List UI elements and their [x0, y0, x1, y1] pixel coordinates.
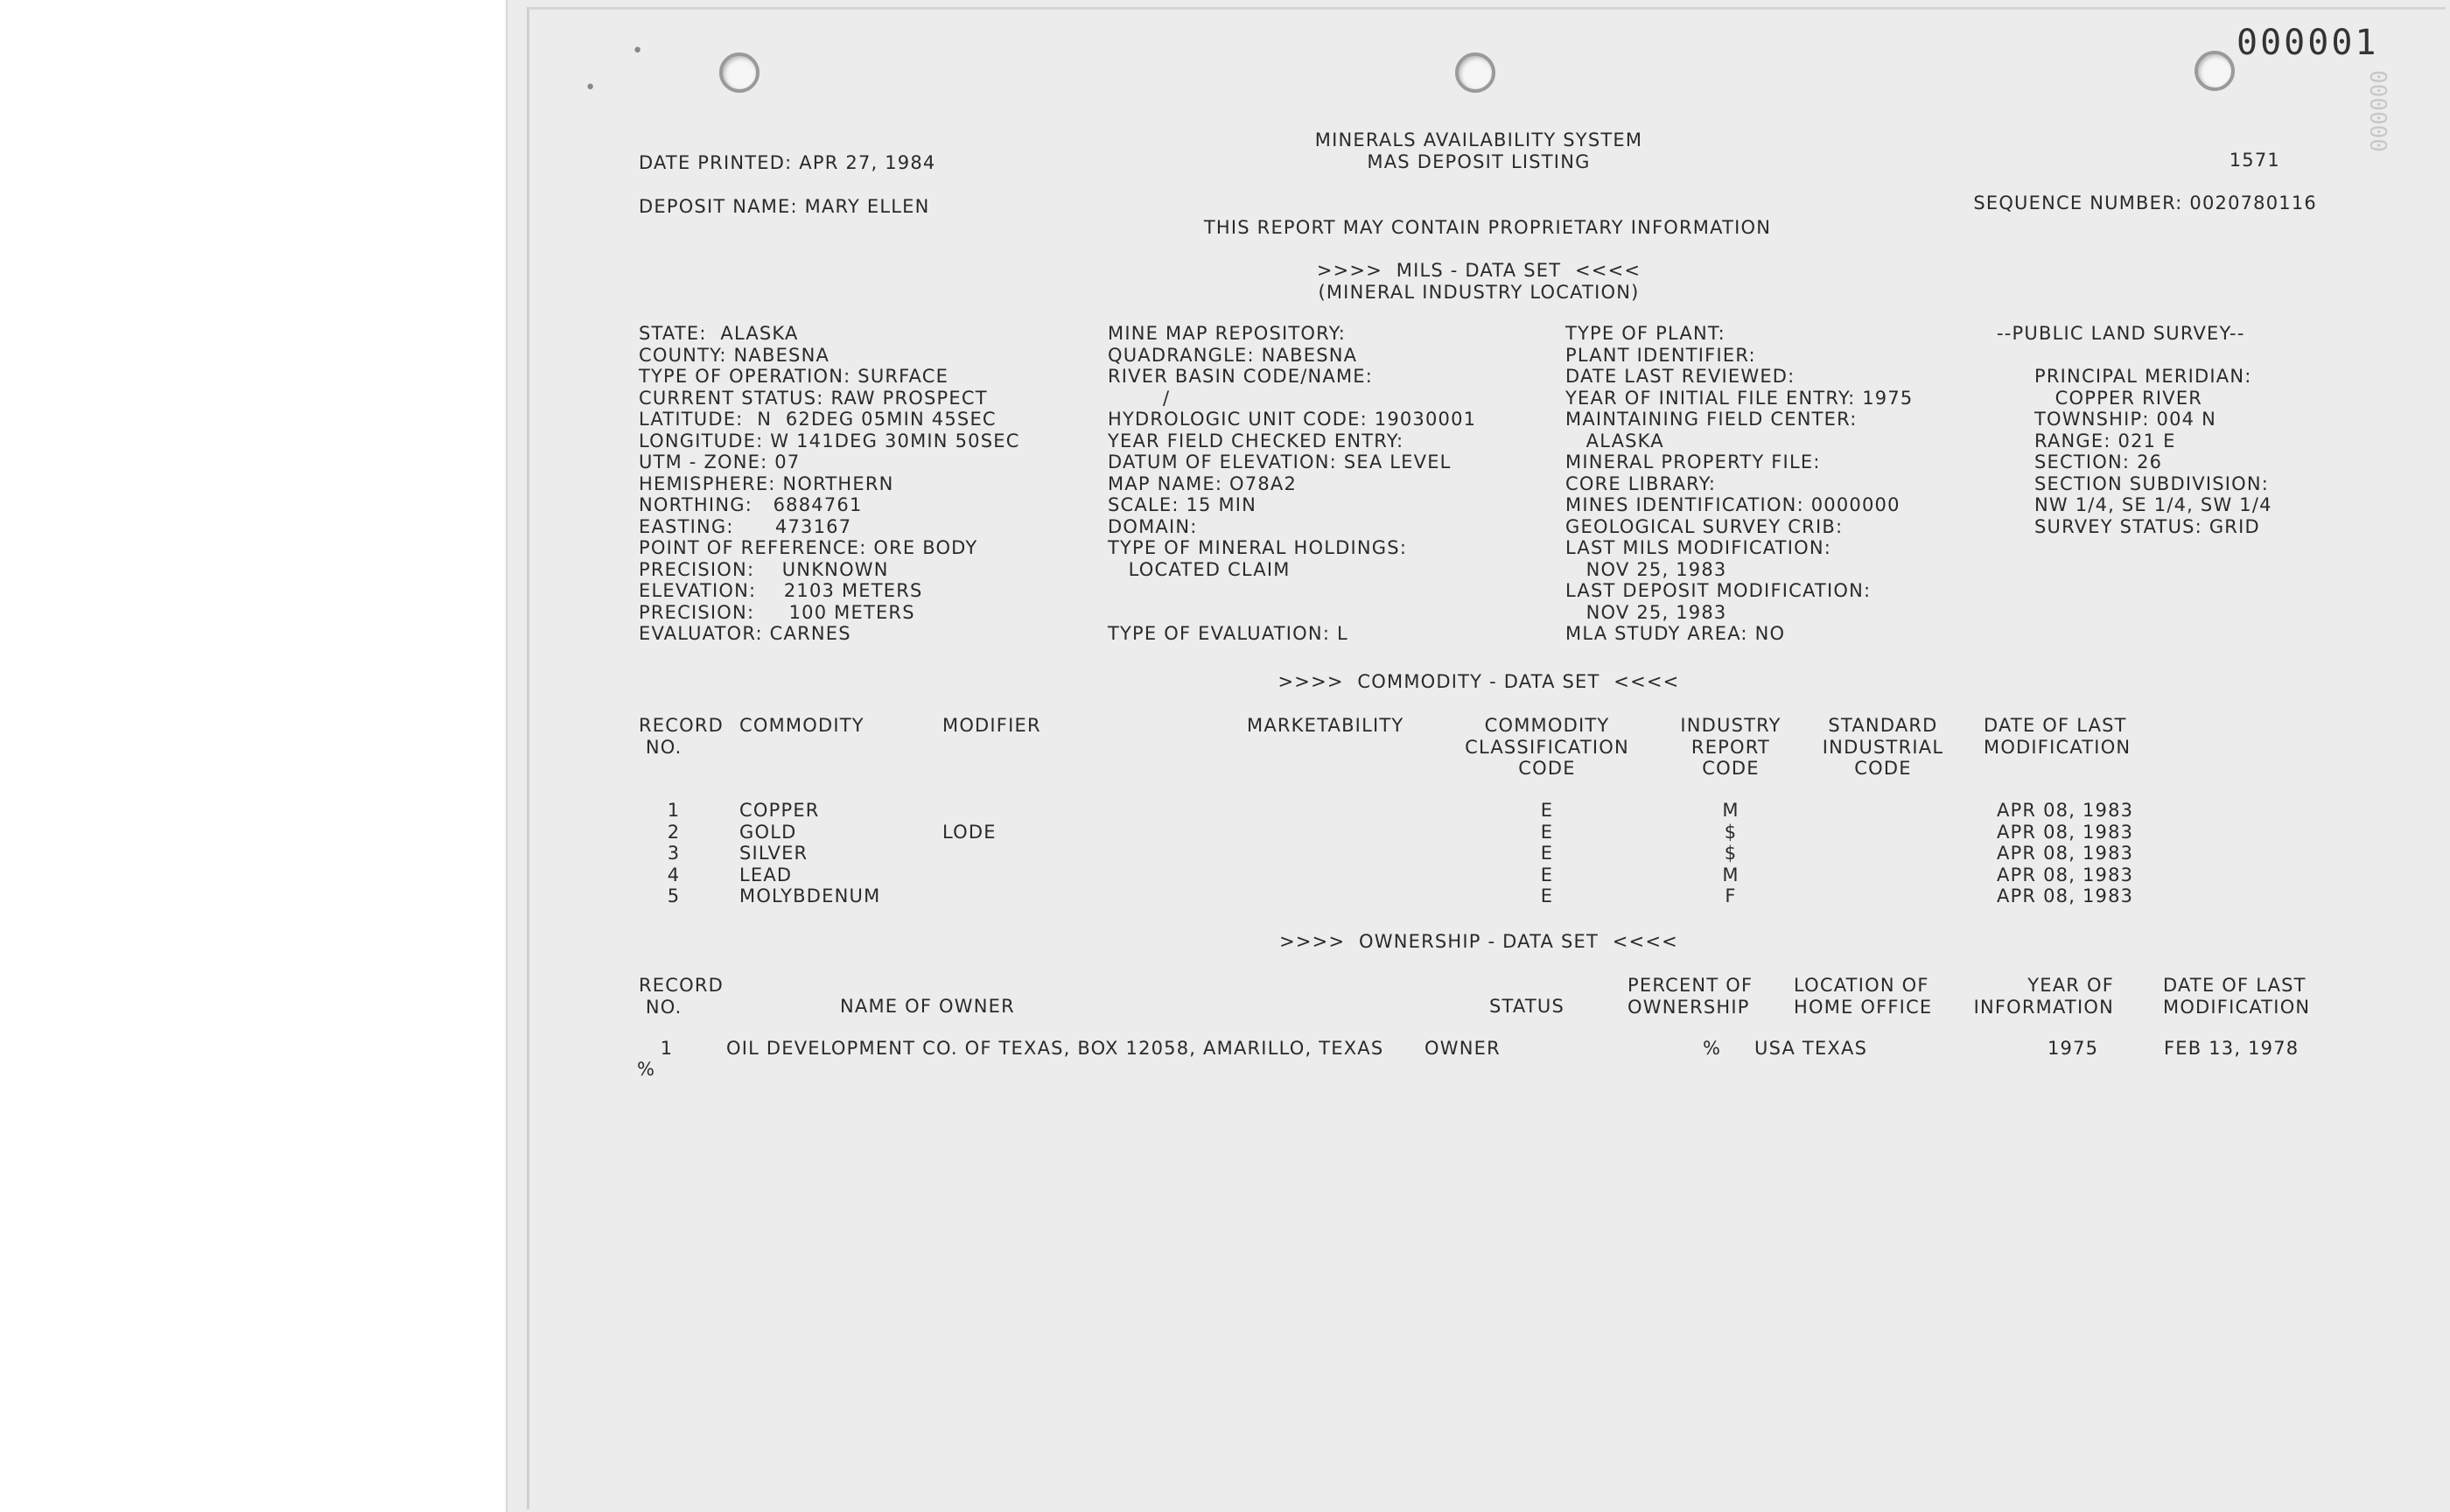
commodity-industry-code: F: [1725, 886, 1737, 906]
file-field-line: GEOLOGICAL SURVEY CRIB:: [1565, 515, 1844, 537]
land-survey-field-line: SECTION: 26: [2034, 452, 2163, 472]
commodity-record-no: 5: [667, 886, 681, 906]
map-field-line: /: [1108, 387, 1171, 409]
location-field-line: UTM - ZONE: 07: [639, 452, 801, 472]
commodity-record-no: 3: [667, 843, 681, 864]
location-field-line: POINT OF REFERENCE: ORE BODY: [639, 537, 978, 558]
land-survey-field-line: SURVEY STATUS: GRID: [2034, 515, 2260, 537]
location-field-line: CURRENT STATUS: RAW PROSPECT: [639, 387, 988, 409]
file-field-line: MINES IDENTIFICATION: 0000000: [1565, 494, 1900, 515]
commodity-record-no: 4: [667, 864, 681, 886]
file-field-line: NOV 25, 1983: [1565, 601, 1727, 623]
commodity-record-no: 2: [667, 821, 681, 843]
commodity-header-sic: STANDARD INDUSTRIAL CODE: [1822, 715, 1944, 779]
ownership-header-percent: PERCENT OF OWNERSHIP: [1628, 975, 1754, 1018]
location-field-line: COUNTY: NABESNA: [639, 344, 830, 366]
map-field-line: SCALE: 15 MIN: [1108, 494, 1257, 515]
map-field-line: DATUM OF ELEVATION: SEA LEVEL: [1108, 452, 1452, 472]
commodity-industry-code: $: [1724, 821, 1738, 843]
commodity-date: APR 08, 1983: [1997, 886, 2134, 906]
ownership-header-date: DATE OF LAST MODIFICATION: [2163, 975, 2311, 1018]
faint-bleedthrough-number: 000000: [2364, 70, 2390, 152]
mils-heading: >>>> MILS - DATA SET <<<<: [1316, 260, 1642, 281]
map-field-line: YEAR FIELD CHECKED ENTRY:: [1108, 430, 1404, 452]
commodity-name: SILVER: [739, 843, 808, 864]
land-survey-field-line: TOWNSHIP: 004 N: [2034, 409, 2217, 430]
location-field-line: LATITUDE: N 62DEG 05MIN 45SEC: [639, 409, 997, 430]
map-field-line: DOMAIN:: [1108, 515, 1198, 537]
file-field-line: TYPE OF PLANT:: [1565, 323, 1726, 344]
file-field-line: NOV 25, 1983: [1565, 558, 1727, 580]
map-field-line: QUADRANGLE: NABESNA: [1108, 344, 1358, 366]
owner-year: 1975: [2048, 1038, 2099, 1059]
commodity-class-code: E: [1540, 821, 1554, 843]
file-field-line: MLA STUDY AREA: NO: [1565, 623, 1786, 644]
map-field-line: MAP NAME: O78A2: [1108, 472, 1298, 494]
commodity-name: COPPER: [739, 800, 820, 821]
location-field-line: HEMISPHERE: NORTHERN: [639, 472, 894, 494]
location-field-line: STATE: ALASKA: [639, 323, 799, 344]
location-field-line: ELEVATION: 2103 METERS: [639, 580, 923, 601]
file-field-line: CORE LIBRARY:: [1565, 472, 1717, 494]
commodity-industry-code: M: [1722, 864, 1740, 886]
owner-date: FEB 13, 1978: [2164, 1038, 2300, 1059]
commodity-date: APR 08, 1983: [1997, 843, 2134, 864]
commodity-modifier: LODE: [942, 821, 997, 843]
location-field-line: PRECISION: UNKNOWN: [639, 558, 889, 580]
ownership-header-year: YEAR OF INFORMATION: [1973, 975, 2114, 1018]
land-survey-field-line: NW 1/4, SE 1/4, SW 1/4: [2034, 494, 2272, 515]
location-field-line: NORTHING: 6884761: [639, 494, 863, 515]
land-survey-field-line: RANGE: 021 E: [2034, 430, 2176, 452]
owner-record-no: 1: [660, 1038, 674, 1059]
ownership-heading: >>>> OWNERSHIP - DATA SET <<<<: [1279, 931, 1678, 952]
commodity-industry-code: M: [1722, 800, 1740, 821]
commodity-name: LEAD: [739, 864, 793, 886]
commodity-name: MOLYBDENUM: [739, 886, 881, 906]
proprietary-notice: THIS REPORT MAY CONTAIN PROPRIETARY INFORMATION: [1203, 217, 1772, 238]
file-field-line: MINERAL PROPERTY FILE:: [1565, 452, 1821, 472]
punch-hole-right: [2194, 51, 2235, 91]
punch-hole-center: [1455, 52, 1495, 93]
commodity-class-code: E: [1540, 843, 1554, 864]
commodity-class-code: E: [1540, 886, 1554, 906]
report-title: MINERALS AVAILABILITY SYSTEM: [1314, 130, 1643, 150]
map-field-line: MINE MAP REPOSITORY:: [1108, 323, 1347, 344]
commodity-class-code: E: [1540, 864, 1554, 886]
commodity-industry-code: $: [1724, 843, 1738, 864]
map-field-line: HYDROLOGIC UNIT CODE: 19030001: [1108, 409, 1477, 430]
page-number: 1571: [2229, 150, 2280, 171]
sequence-number: SEQUENCE NUMBER: 0020780116: [1973, 192, 2317, 214]
map-field-line: LOCATED CLAIM: [1108, 558, 1291, 580]
commodity-date: APR 08, 1983: [1997, 864, 2134, 886]
map-field-line: TYPE OF EVALUATION: L: [1108, 623, 1348, 644]
page-stamp-number: 000001: [2236, 23, 2379, 63]
deposit-name: DEPOSIT NAME: MARY ELLEN: [639, 196, 930, 217]
commodity-class-code: E: [1540, 800, 1554, 821]
commodity-record-no: 1: [667, 800, 681, 821]
mils-subheading: (MINERAL INDUSTRY LOCATION): [1318, 282, 1640, 303]
map-field-line: TYPE OF MINERAL HOLDINGS:: [1108, 537, 1408, 558]
location-field-line: PRECISION: 100 METERS: [639, 601, 915, 623]
ownership-header-record: RECORD NO.: [639, 975, 724, 1018]
commodity-header-record: RECORD NO.: [639, 715, 724, 758]
land-survey-field-line: COPPER RIVER: [2034, 387, 2203, 409]
owner-continuation: %: [637, 1059, 656, 1080]
file-field-line: LAST MILS MODIFICATION:: [1565, 537, 1832, 558]
commodity-name: GOLD: [739, 821, 797, 843]
file-field-line: LAST DEPOSIT MODIFICATION:: [1565, 580, 1872, 601]
location-field-line: EVALUATOR: CARNES: [639, 623, 851, 644]
map-field-line: RIVER BASIN CODE/NAME:: [1108, 366, 1374, 387]
owner-percent: %: [1703, 1038, 1722, 1059]
commodity-date: APR 08, 1983: [1997, 800, 2134, 821]
ownership-header-status: STATUS: [1489, 996, 1564, 1017]
file-field-line: PLANT IDENTIFIER:: [1565, 344, 1756, 366]
commodity-header-commodity: COMMODITY: [739, 715, 864, 736]
report-subtitle: MAS DEPOSIT LISTING: [1367, 151, 1591, 172]
ownership-header-location: LOCATION OF HOME OFFICE: [1794, 975, 1933, 1018]
commodity-heading: >>>> COMMODITY - DATA SET <<<<: [1278, 671, 1680, 692]
land-survey-field-line: PRINCIPAL MERIDIAN:: [2034, 366, 2252, 387]
commodity-header-marketability: MARKETABILITY: [1247, 715, 1404, 736]
owner-name: OIL DEVELOPMENT CO. OF TEXAS, BOX 12058, AMARILLO, TEXAS: [726, 1038, 1384, 1059]
land-survey-field-line: SECTION SUBDIVISION:: [2034, 472, 2270, 494]
paper-speck: •: [632, 40, 644, 62]
location-field-line: EASTING: 473167: [639, 515, 852, 537]
ownership-header-name: NAME OF OWNER: [840, 996, 1015, 1017]
date-printed: DATE PRINTED: APR 27, 1984: [639, 152, 936, 173]
file-field-line: MAINTAINING FIELD CENTER:: [1565, 409, 1858, 430]
commodity-date: APR 08, 1983: [1997, 821, 2134, 843]
file-field-line: DATE LAST REVIEWED:: [1565, 366, 1796, 387]
commodity-header-industry: INDUSTRY REPORT CODE: [1680, 715, 1782, 779]
file-field-line: ALASKA: [1565, 430, 1664, 452]
location-field-line: LONGITUDE: W 141DEG 30MIN 50SEC: [639, 430, 1020, 452]
file-field-line: YEAR OF INITIAL FILE ENTRY: 1975: [1565, 387, 1914, 409]
commodity-header-date: DATE OF LAST MODIFICATION: [1984, 715, 2132, 758]
public-land-survey-heading: --PUBLIC LAND SURVEY--: [1997, 323, 2245, 344]
location-field-line: TYPE OF OPERATION: SURFACE: [639, 366, 949, 387]
owner-status: OWNER: [1424, 1038, 1501, 1059]
paper-speck: •: [584, 77, 597, 99]
commodity-header-modifier: MODIFIER: [942, 715, 1041, 736]
punch-hole-left: [719, 52, 760, 93]
owner-home-office: USA TEXAS: [1754, 1038, 1868, 1059]
commodity-header-classification: COMMODITY CLASSIFICATION CODE: [1465, 715, 1629, 779]
